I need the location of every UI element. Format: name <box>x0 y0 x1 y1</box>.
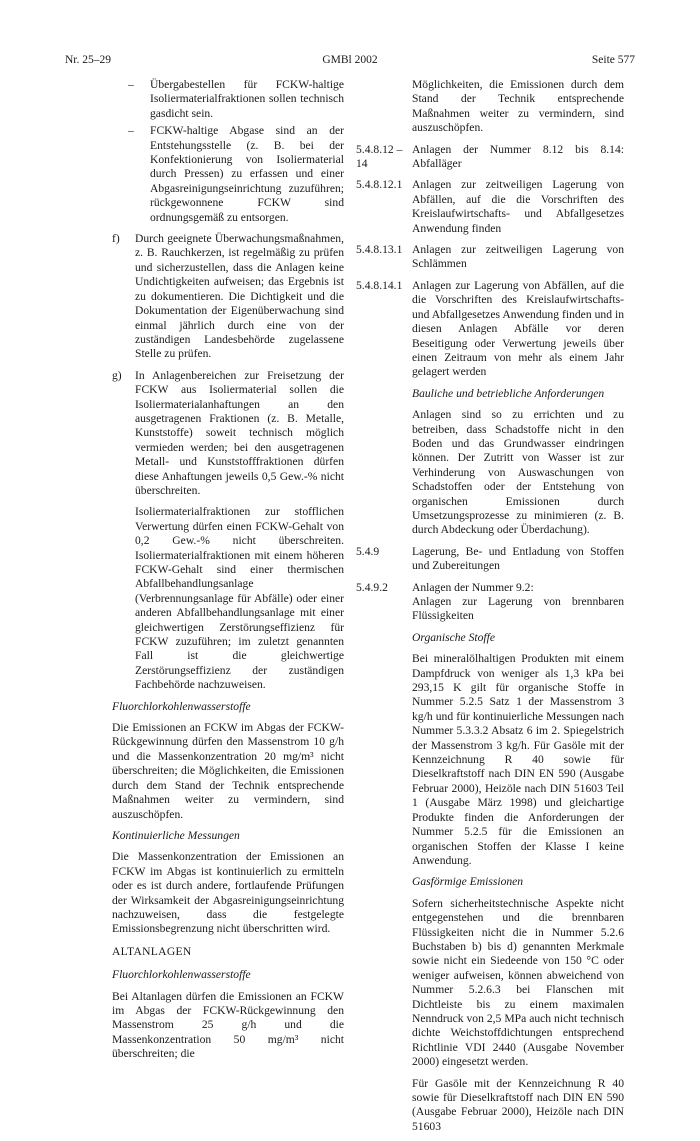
paragraph: Für Gasöle mit der Kennzeichnung R 40 sowie für Dieselkraftstoff nach DIN EN 590 (Ausgabe Februar 2000), Heizöle nach DIN 51603 <box>412 1076 624 1133</box>
section-heading: Fluorchlorkohlenwasserstoffe <box>112 699 251 713</box>
paragraph: Sofern sicherheitstechnische Aspekte nicht entgegenstehen und die brennbaren Flüssigkeiten nicht die in Nummer 5.2.6 Buchstaben b) bis d) genannten Merkmale sowie nicht ein Siedeende von 150 °C oder weniger aufweisen, können abweichend von Nummer 5.2.6.3 bei Flanschen mit Dichtleiste bis zu einem maximalen Nenndruck von 2,5 MPa auch nicht technisch dichte Weichstoffdichtungen entsprechend Richtlinie VDI 2440 (Ausgabe November 2000) eingesetzt werden. <box>412 896 624 1069</box>
paragraph: Bei mineralölhaltigen Produkten mit einem Dampfdruck von weniger als 1,3 kPa bei 293,15 K gilt für organische Stoffe in Nummer 5.2.5 Satz 1 der Massenstrom 3 kg/h und für kontinuierliche Messungen nach Nummer 5.3.3.2 Absatz 6 im 2. Spiegelstrich der Massenstrom 3 kg/h. Für Gasöle mit der Kennzeichnung R 40 sowie für Dieselkraftstoff nach DIN EN 590 (Ausgabe Februar 2000), Heizöle nach DIN 51603 Teil 1 (Ausgabe März 1998) und gleichartige Produkte finden die Anforderungen der Nummer 5.2.5 für die Emissionen an organischen Stoffen der Klasse I keine Anwendung. <box>412 652 624 867</box>
section-heading: Kontinuierliche Messungen <box>112 828 240 842</box>
right-column <box>356 78 624 1141</box>
caps-heading: ALTANLAGEN <box>112 944 192 958</box>
section-heading: Organische Stoffe <box>412 630 495 644</box>
paragraph: Möglichkeiten, die Emissionen durch dem Stand der Technik entsprechende Maßnahmen weiter zu vermindern, sind auszuschöpfen. <box>412 78 624 135</box>
list-item-g-para: Isoliermaterialfraktionen zur stofflichen Verwertung dürfen einen FCKW-Gehalt von 0,2 Gew.-% nicht überschreiten. Isoliermaterialfraktionen mit einem höheren FCKW-Gehalt sind einer thermischen Abfallbehandlungsanlage (Verbrennungsanlage für Abfälle) oder einer anderen Abfallbehandlungsanlage mit einer gleichwertigen Zerstörungseffizienz für FCKW zuzuführen; im zuletzt genannten Fall ist die gleichwertige Zerstörungseffizienz der zuständigen Fachbehörde nachzuweisen. <box>135 505 344 692</box>
left-column <box>112 78 344 1069</box>
dash-item: – Übergabestellen für FCKW-haltige Isoliermaterialfraktionen sollen technisch gasdicht sein. <box>128 78 344 120</box>
list-item-f: f) Durch geeignete Überwachungsmaßnahmen, z. B. Rauchkerzen, ist regelmäßig zu prüfen und sicherzustellen, dass die Anlagen keine Undichtigkeiten aufweisen; das Ergebnis ist zu dokumentieren. Die Dichtigkeit und die Dokumentation der Eigenüberwachung sind einmal jährlich durch eine von der zuständigen Landesbehörde zugelassene Stelle zu prüfen. <box>112 232 344 361</box>
paragraph: Die Emissionen an FCKW im Abgas der FCKW-Rückgewinnung dürfen den Massenstrom 10 g/h und die Massenkonzentration 20 mg/m³ nicht überschreiten; die Möglichkeiten, die Emissionen durch dem Stand der Technik entsprechende Maßnahmen weiter zu vermindern, sind auszuschöpfen. <box>112 721 344 821</box>
numbered-section: 5.4.8.14.1 Anlagen zur Lagerung von Abfällen, auf die die Vorschriften des Kreislaufwirtschafts- und Abfallgesetzes Anwendung finden und in diesen Anlagen Abfälle vor deren Beseitigung oder Verwertung jeweils über einen Zeitraum von mehr als einem Jahr gelagert werden <box>356 278 624 379</box>
section-heading: Bauliche und betriebliche Anforderungen <box>412 386 605 400</box>
list-item-g: g) In Anlagenbereichen zur Freisetzung der FCKW aus Isoliermaterial sollen die Isoliermaterialanhaftungen an den ausgetragenen Fraktionen (z. B. Metalle, Kunststoffe) soweit technisch möglich vermieden werden; bei den ausgetragenen Metall- und Kunststofffraktionen dürfen diese Anhaftungen jeweils 0,5 Gew.-% nicht überschreiten. <box>112 368 344 497</box>
paragraph: Bei Altanlagen dürfen die Emissionen an FCKW im Abgas der FCKW-Rückgewinnung den Massenstrom 25 g/h und die Massenkonzentration 50 mg/m³ nicht überschreiten; die <box>112 989 344 1061</box>
numbered-section: 5.4.9 Lagerung, Be- und Entladung von Stoffen und Zubereitungen <box>356 544 624 573</box>
running-header-right: Seite 577 <box>591 54 635 66</box>
section-heading: Gasförmige Emissionen <box>412 875 524 889</box>
section-heading: Fluorchlorkohlenwasserstoffe <box>112 968 251 982</box>
running-header-left: Nr. 25–29 <box>65 54 111 66</box>
running-header-center: GMBl 2002 <box>322 54 378 66</box>
numbered-section: 5.4.8.12 –14 Anlagen der Nummer 8.12 bis 8.14: Abfalläger <box>356 142 624 171</box>
numbered-section: 5.4.8.13.1 Anlagen zur zeitweiligen Lagerung von Schlämmen <box>356 243 624 271</box>
paragraph: Anlagen sind so zu errichten und zu betreiben, dass Schadstoffe nicht in den Boden und das Grundwasser eindringen können. Der Zutritt von Wasser ist zur Verhinderung von Auswaschungen von Schadstoffen oder der Entstehung von organischen Emissionen durch Umsetzungsprozesse zu minimieren (z. B. durch Abdeckung oder Überdachung). <box>412 408 624 537</box>
numbered-section: 5.4.8.12.1 Anlagen zur zeitweiligen Lagerung von Abfällen, auf die die Vorschriften des Kreislaufwirtschafts- und Abfallgesetzes Anwendung finden <box>356 178 624 235</box>
numbered-section: 5.4.9.2 Anlagen der Nummer 9.2: Anlagen zur Lagerung von brennbaren Flüssigkeiten <box>356 580 624 623</box>
paragraph: Die Massenkonzentration der Emissionen an FCKW im Abgas ist kontinuierlich zu ermitteln oder es ist durch andere, fortlaufende Prüfungen der Wirksamkeit der Abgasreinigungseinrichtung nachzuweisen, dass die festgelegte Emissionsbegrenzung nicht überschritten wird. <box>112 850 344 936</box>
dash-item: – FCKW-haltige Abgase sind an der Entstehungsstelle (z. B. bei der Konfektionierung von Isoliermaterial durch Pressen) zu erfassen und einer Abgasreinigungseinrichtung zuzuführen; rückgewonnene FCKW sind ordnungsgemäß zu entsorgen. <box>128 124 344 224</box>
